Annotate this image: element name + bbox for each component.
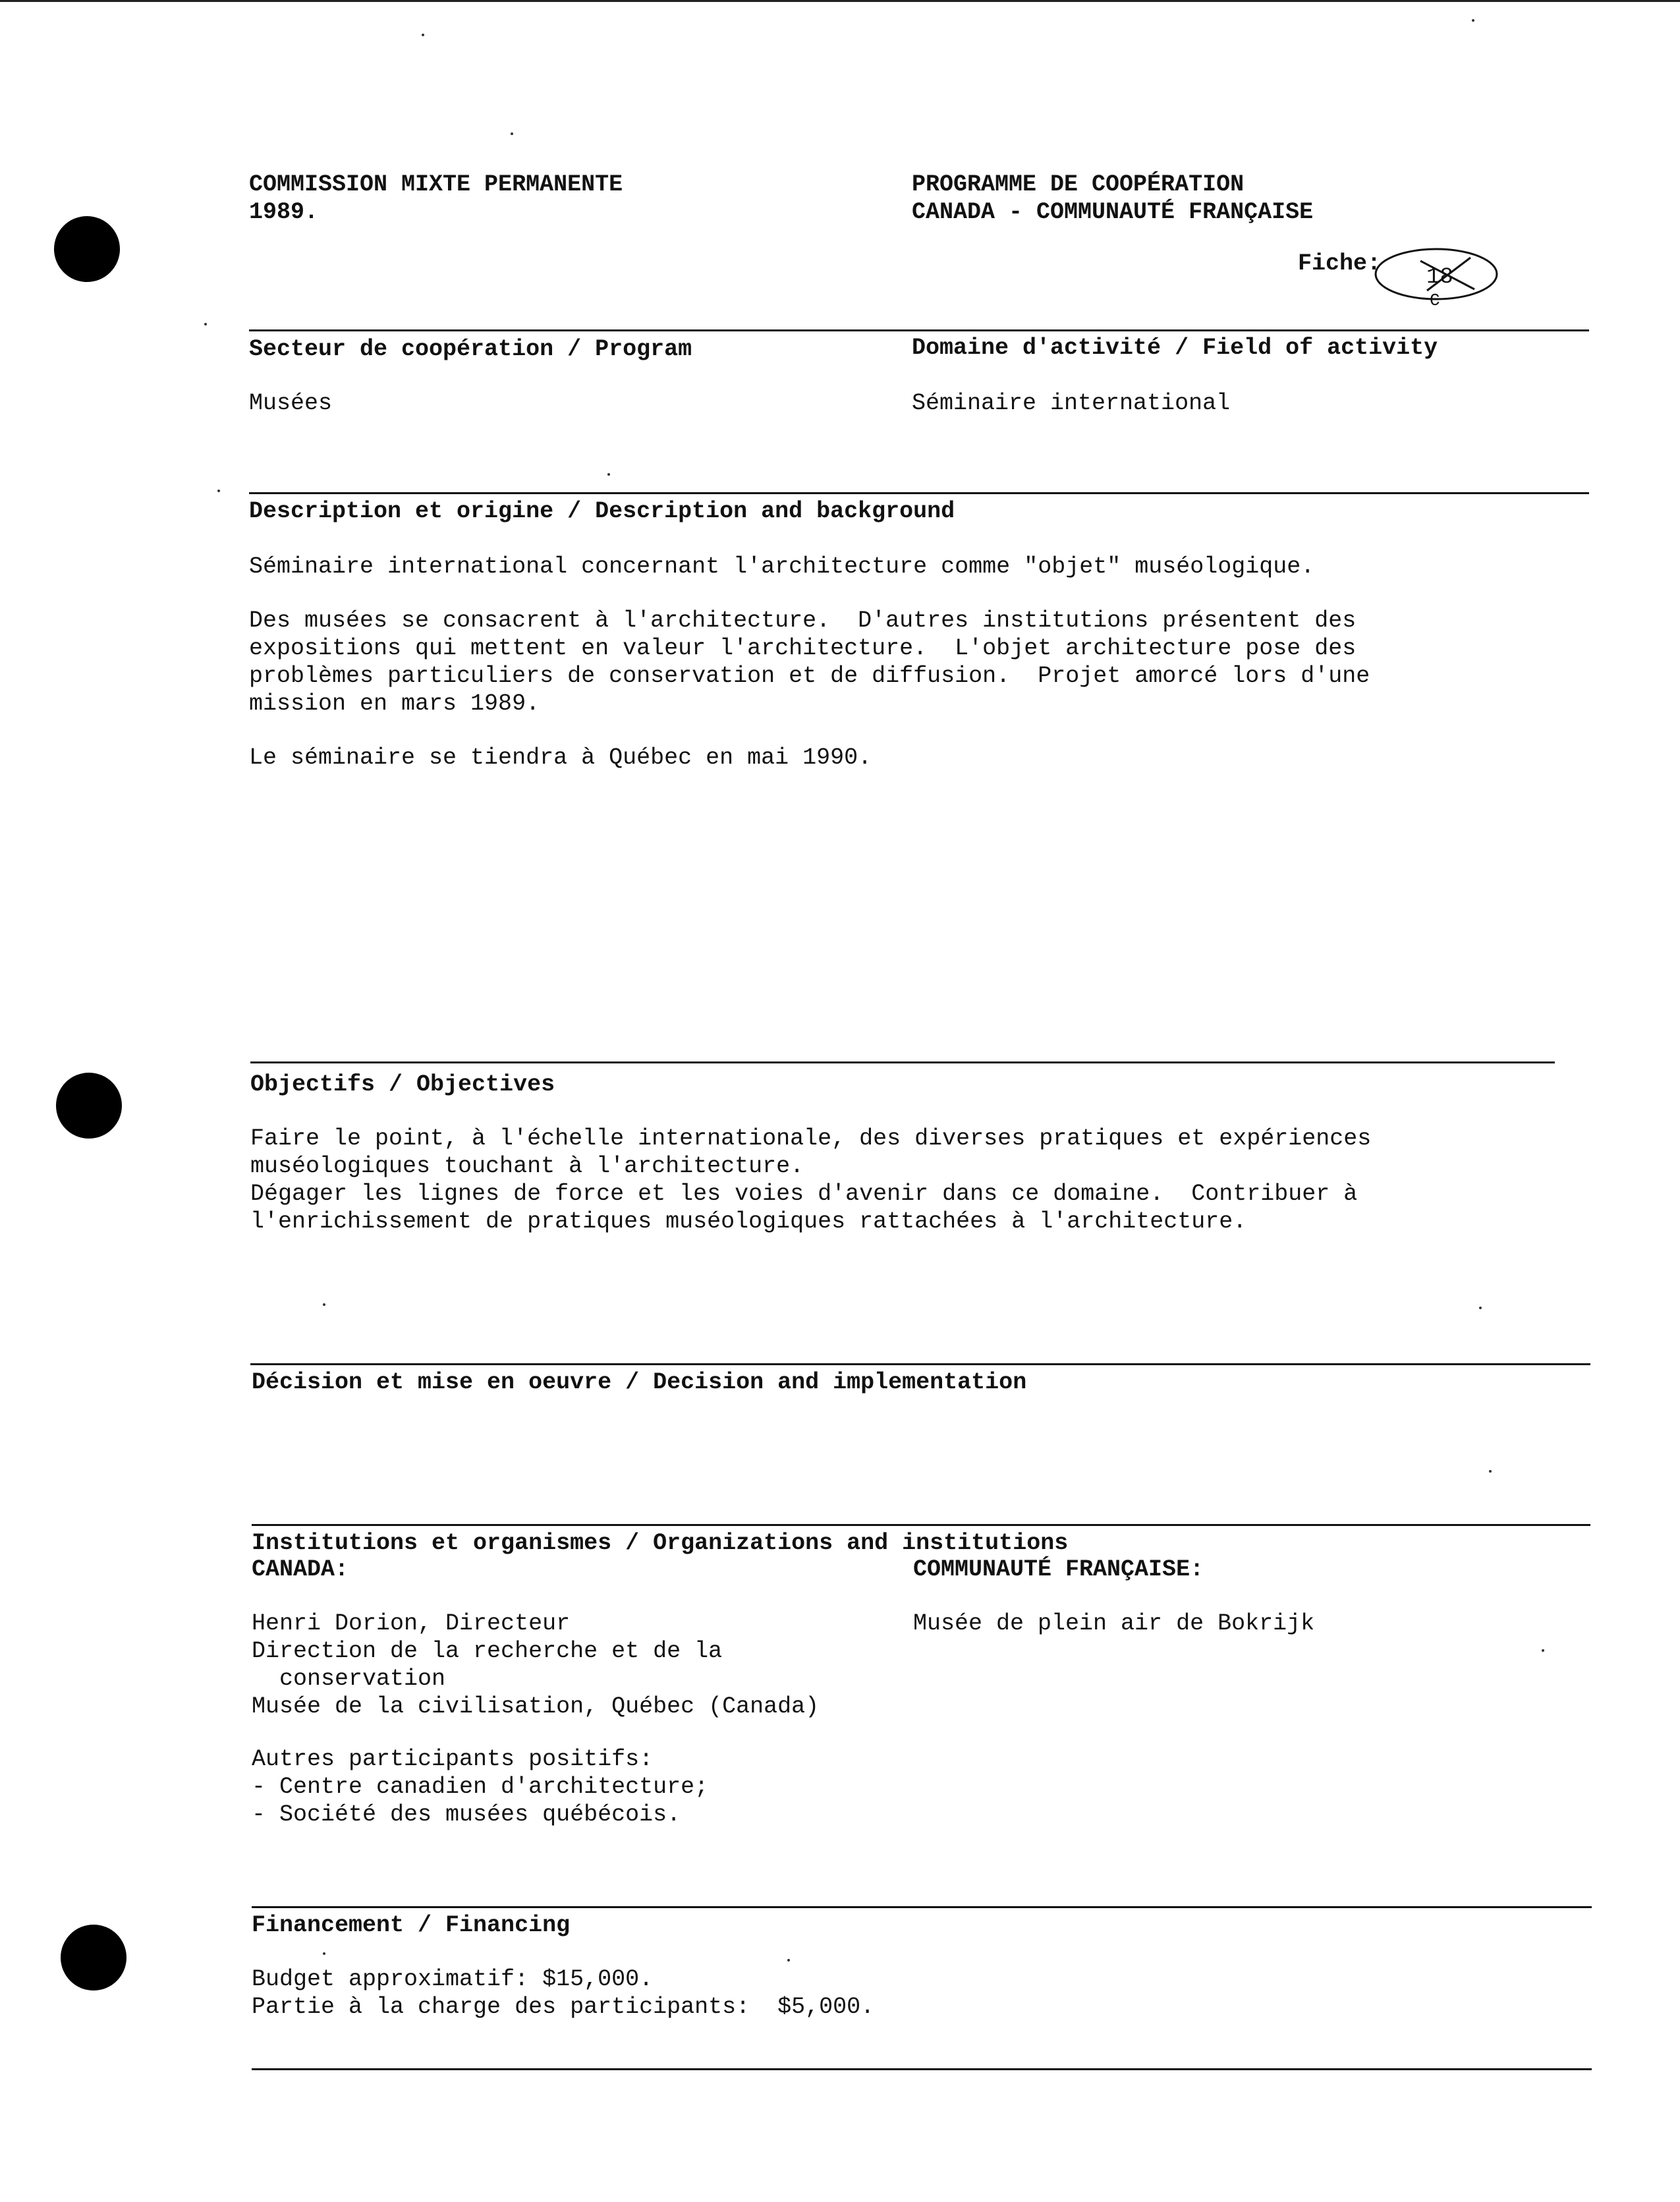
scan-speck	[1542, 1649, 1544, 1652]
fiche-label: Fiche:	[1298, 250, 1382, 277]
scan-speck	[323, 1303, 325, 1306]
fiche-value: 18	[1426, 265, 1453, 290]
section-divider	[250, 1363, 1590, 1365]
canada-label: CANADA:	[252, 1556, 349, 1583]
domain-label: Domaine d'activité / Field of activity	[912, 335, 1438, 361]
description-para-2: Des musées se consacrent à l'architecture. D'autres institutions présentent des expositions qui mettent en valeur l'architecture. L'objet architecture pose des problèmes particuliers de conservation et de diffusion. Projet amorcé lors d'une mission en mars 1989.	[249, 607, 1370, 717]
section-divider	[249, 329, 1589, 331]
fiche-handwritten-mark	[1298, 244, 1509, 310]
scan-speck	[607, 473, 610, 476]
objectives-body: Faire le point, à l'échelle internationale, des diverses pratiques et expériences muséologiques touchant à l'architecture. Dégager les lignes de force et les voies d'avenir dans ce domaine. Contribuer à l'enrichissement de pratiques muséologiques rattachées à l'architecture.	[250, 1125, 1372, 1235]
description-heading: Description et origine / Description and background	[249, 498, 955, 524]
canada-institution: Henri Dorion, Directeur Direction de la recherche et de la conservation Musée de la civilisation, Québec (Canada)	[252, 1610, 820, 1720]
description-para-1: Séminaire international concernant l'architecture comme "objet" muséologique.	[249, 553, 1315, 580]
section-divider	[252, 1906, 1592, 1908]
binder-hole-middle	[56, 1073, 122, 1139]
scan-speck	[422, 34, 424, 36]
scan-speck	[204, 323, 207, 325]
section-divider	[250, 1061, 1555, 1063]
institutions-heading: Institutions et organismes / Organizations and institutions	[252, 1530, 1069, 1556]
section-divider	[252, 1524, 1590, 1526]
decision-heading: Décision et mise en oeuvre / Decision and implementation	[252, 1369, 1027, 1396]
communaute-institution: Musée de plein air de Bokrijk	[913, 1610, 1315, 1637]
description-para-3: Le séminaire se tiendra à Québec en mai 1990.	[249, 745, 872, 771]
scan-speck	[1479, 1307, 1482, 1309]
objectives-heading: Objectifs / Objectives	[250, 1071, 555, 1098]
scan-speck	[323, 1952, 325, 1955]
domain-value: Séminaire international	[912, 390, 1231, 416]
scan-speck	[217, 490, 220, 492]
section-divider	[249, 492, 1589, 494]
sector-label: Secteur de coopération / Program	[249, 336, 692, 362]
binder-hole-bottom	[61, 1925, 126, 1990]
financing-heading: Financement / Financing	[252, 1912, 571, 1938]
sector-value: Musées	[249, 390, 333, 416]
communaute-label: COMMUNAUTÉ FRANÇAISE:	[913, 1556, 1204, 1583]
section-divider	[252, 2068, 1592, 2070]
programme-title: PROGRAMME DE COOPÉRATION	[912, 171, 1245, 198]
fiche-number	[1298, 244, 1509, 310]
scan-speck	[1489, 1470, 1492, 1473]
scan-speck	[511, 132, 513, 135]
commission-year: 1989.	[249, 199, 319, 225]
binder-hole-top	[54, 216, 120, 282]
fiche-sub: C	[1430, 291, 1440, 310]
scan-speck	[787, 1959, 790, 1962]
commission-title: COMMISSION MIXTE PERMANENTE	[249, 171, 623, 198]
programme-subtitle: CANADA - COMMUNAUTÉ FRANÇAISE	[912, 199, 1314, 225]
financing-body: Budget approximatif: $15,000. Partie à la charge des participants: $5,000.	[252, 1966, 875, 2020]
scan-speck	[1472, 19, 1474, 22]
other-participants: Autres participants positifs: - Centre canadien d'architecture; - Société des musées québécois.	[252, 1746, 709, 1828]
